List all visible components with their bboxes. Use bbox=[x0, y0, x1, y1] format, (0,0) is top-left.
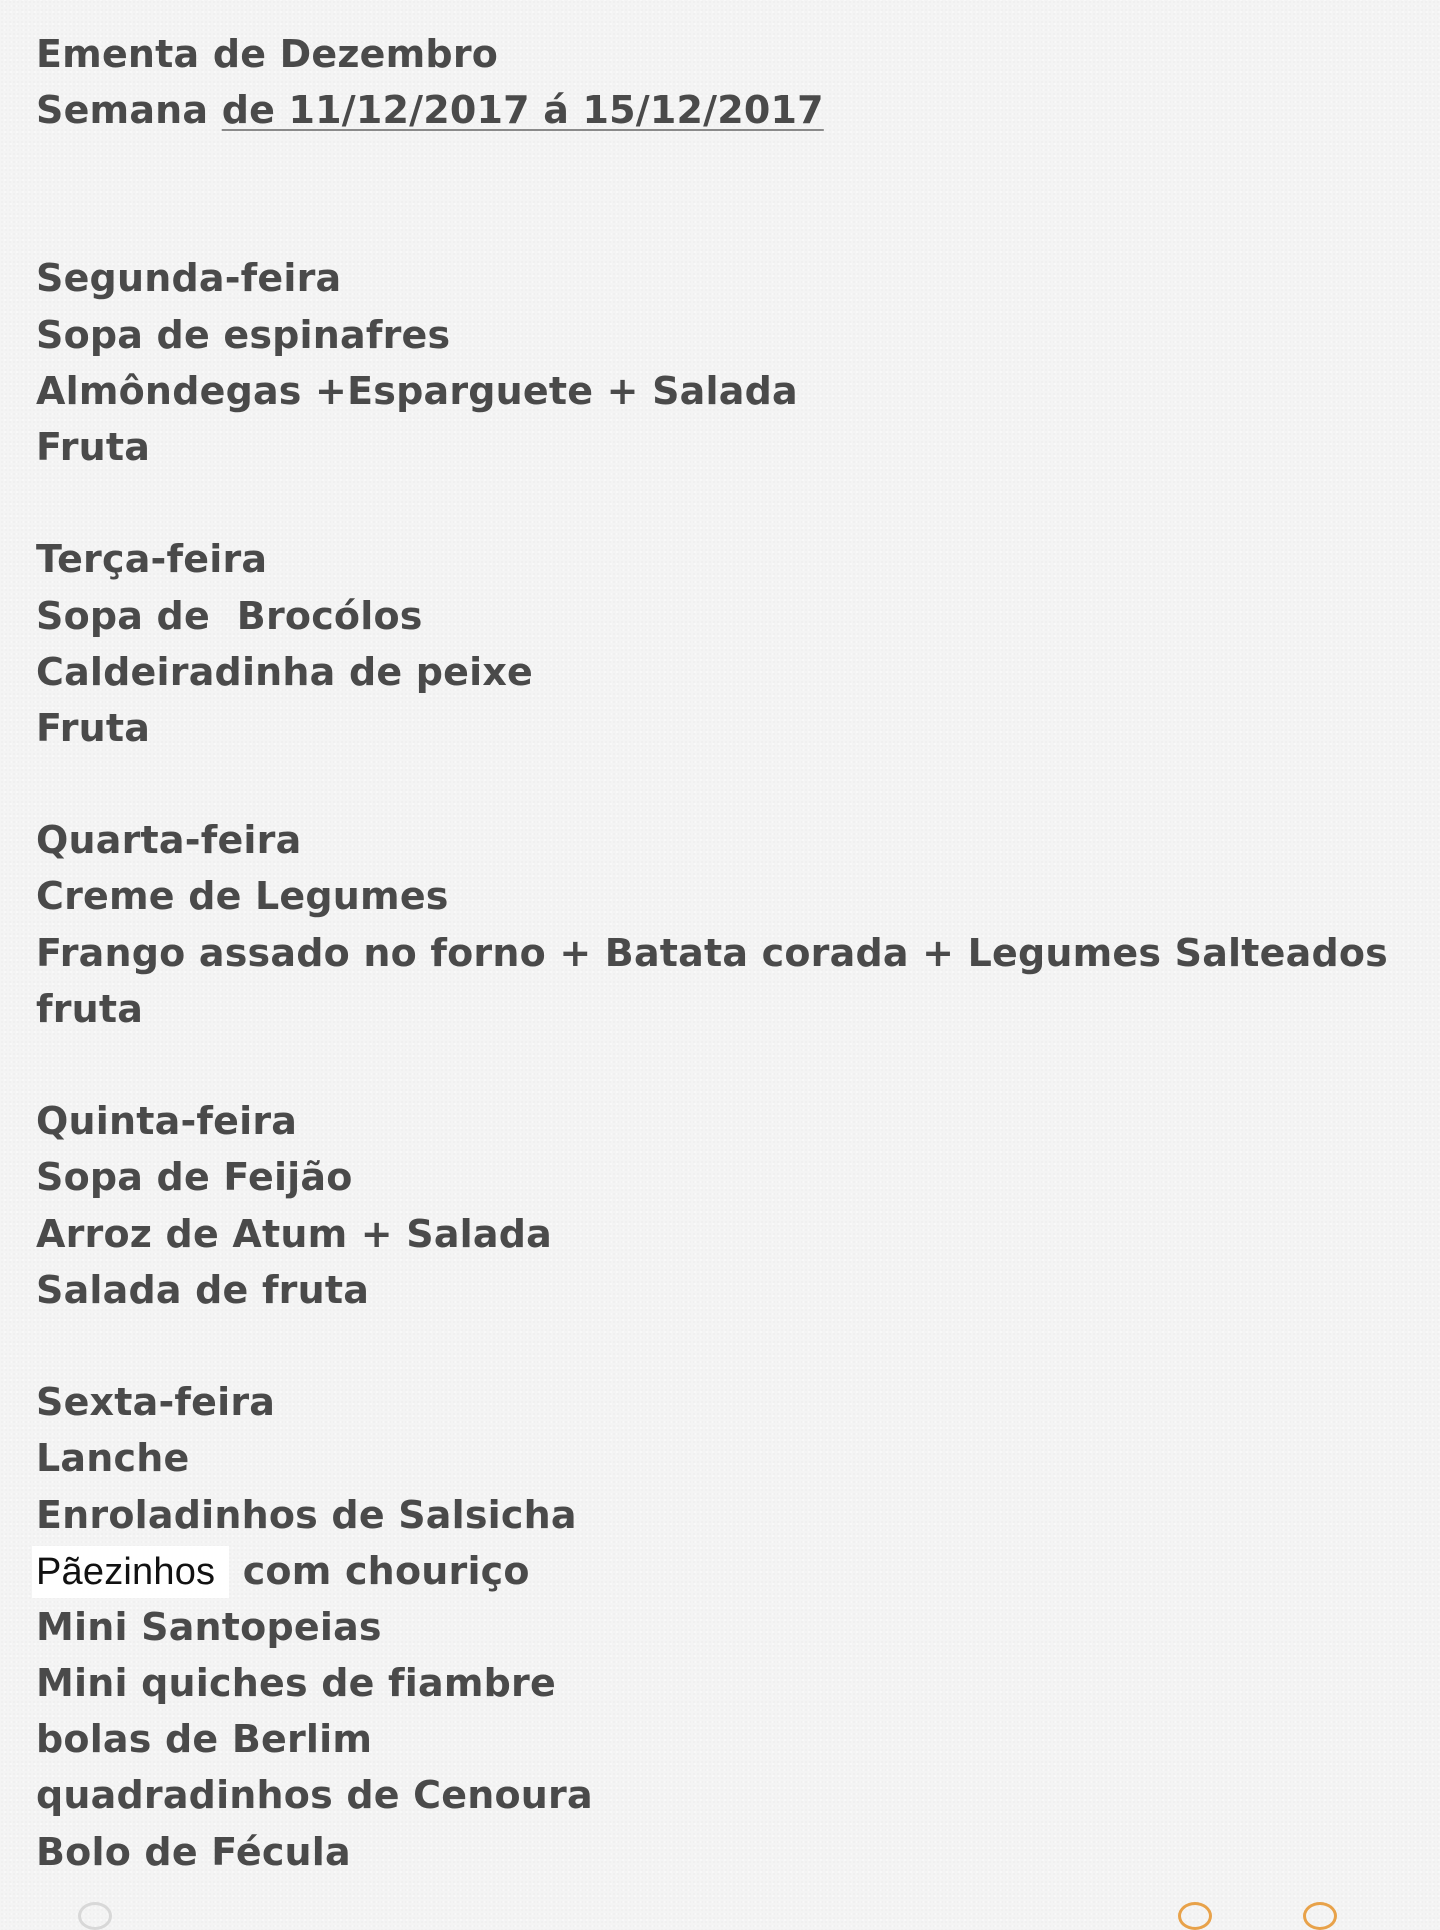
snack-item: Mini quiches de fiambre bbox=[36, 1661, 556, 1706]
week-line bbox=[36, 82, 1416, 138]
spacer bbox=[36, 756, 1416, 812]
spacer bbox=[36, 138, 1416, 250]
soup: Creme de Legumes bbox=[36, 874, 449, 919]
bottom-toolbar-edge bbox=[0, 1906, 1440, 1920]
spacer bbox=[36, 1318, 1416, 1374]
day-wednesday bbox=[36, 812, 1416, 1037]
snack-item: Bolo de Fécula bbox=[36, 1829, 351, 1874]
dessert: Fruta bbox=[36, 424, 151, 469]
day-name: Sexta-feira bbox=[36, 1380, 276, 1425]
toolbar-icon-partial[interactable] bbox=[1303, 1902, 1337, 1930]
dessert: Salada de fruta bbox=[36, 1267, 370, 1312]
spacer bbox=[36, 1037, 1416, 1093]
day-name: Segunda-feira bbox=[36, 256, 342, 301]
toolbar-icon-partial[interactable] bbox=[1178, 1902, 1212, 1930]
soup: Sopa de Feijão bbox=[36, 1155, 353, 1200]
snack-item: quadradinhos de Cenoura bbox=[36, 1773, 593, 1818]
main-dish: Arroz de Atum + Salada bbox=[36, 1211, 552, 1256]
day-tuesday bbox=[36, 531, 1416, 756]
main-dish: Almôndegas +Esparguete + Salada bbox=[36, 368, 798, 413]
snack-item-suffix: com chouriço bbox=[242, 1548, 530, 1593]
day-friday bbox=[36, 1374, 1416, 1880]
snack-heading: Lanche bbox=[36, 1436, 190, 1481]
main-dish: Frango assado no forno + Batata corada + Legumes Salteados bbox=[36, 930, 1388, 975]
note-title: Ementa de Dezembro bbox=[36, 32, 499, 76]
week-date-range[interactable]: de 11/12/2017 á 15/12/2017 bbox=[221, 88, 824, 133]
soup: Sopa de Brocólos bbox=[36, 593, 423, 638]
day-monday bbox=[36, 250, 1416, 475]
day-name: Terça-feira bbox=[36, 537, 268, 582]
toolbar-icon-partial[interactable] bbox=[78, 1902, 112, 1930]
pasted-text-highlight: Pãezinhos bbox=[32, 1546, 229, 1598]
snack-item-mixed bbox=[36, 1543, 1416, 1599]
dessert: fruta bbox=[36, 986, 144, 1031]
snack-item: Mini Santopeias bbox=[36, 1604, 382, 1649]
dessert: Fruta bbox=[36, 705, 151, 750]
spacer bbox=[36, 475, 1416, 531]
main-dish: Caldeiradinha de peixe bbox=[36, 649, 534, 694]
day-name: Quarta-feira bbox=[36, 818, 302, 863]
note-body[interactable] bbox=[36, 26, 1416, 1880]
day-name: Quinta-feira bbox=[36, 1099, 298, 1144]
week-prefix: Semana bbox=[36, 88, 222, 133]
snack-item: Enroladinhos de Salsicha bbox=[36, 1492, 577, 1537]
day-thursday bbox=[36, 1093, 1416, 1318]
snack-item: bolas de Berlim bbox=[36, 1717, 373, 1762]
soup: Sopa de espinafres bbox=[36, 312, 451, 357]
